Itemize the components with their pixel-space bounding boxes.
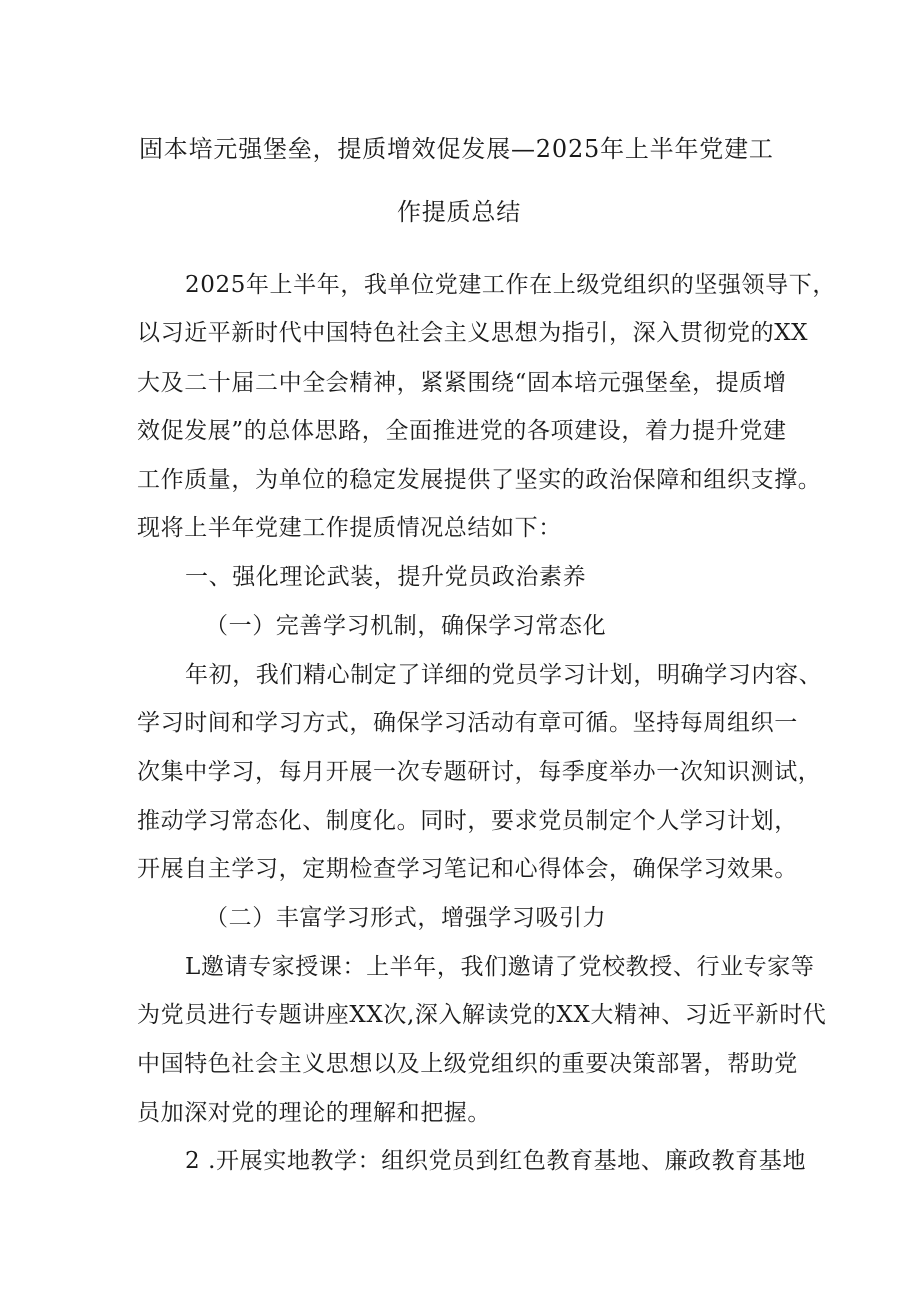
body-line: L邀请专家授课：上半年，我们邀请了党校教授、行业专家等 bbox=[185, 954, 815, 980]
body-line: 年初，我们精心制定了详细的党员学习计划，明确学习内容、 bbox=[185, 662, 823, 688]
subsection-heading: （二）丰富学习形式，增强学习吸引力 bbox=[205, 905, 607, 931]
body-line: 大及二十届二中全会精神，紧紧围绕“固本培元强堡垒，提质增 bbox=[137, 370, 787, 396]
body-line: 现将上半年党建工作提质情况总结如下： bbox=[137, 515, 562, 541]
body-line: 推动学习常态化、制度化。同时，要求党员制定个人学习计划， bbox=[137, 808, 798, 834]
section-heading: 一、强化理论武装，提升党员政治素养 bbox=[185, 564, 587, 590]
body-line: 次集中学习，每月开展一次专题研讨，每季度举办一次知识测试， bbox=[137, 759, 822, 785]
body-line: 中国特色社会主义思想以及上级党组织的重要决策部署，帮助党 bbox=[137, 1051, 798, 1077]
body-line: 2 .开展实地教学：组织党员到红色教育基地、廉政教育基地 bbox=[185, 1148, 807, 1174]
body-line: 工作质量，为单位的稳定发展提供了坚实的政治保障和组织支撑。 bbox=[137, 467, 822, 493]
body-line: 学习时间和学习方式，确保学习活动有章可循。坚持每周组织一 bbox=[137, 710, 798, 736]
body-line: 以习近平新时代中国特色社会主义思想为指引，深入贯彻党的XX bbox=[137, 320, 809, 346]
body-line: 开展自主学习，定期检查学习笔记和心得体会，确保学习效果。 bbox=[137, 856, 798, 882]
document-title-line-1: 固本培元强堡垒，提质增效促发展—2025年上半年党建工 bbox=[139, 135, 774, 163]
body-line: 效促发展”的总体思路，全面推进党的各项建设，着力提升党建 bbox=[137, 418, 787, 444]
subsection-heading: （一）完善学习机制，确保学习常态化 bbox=[205, 613, 607, 639]
document-title-line-2: 作提质总结 bbox=[397, 198, 521, 226]
body-line: 员加深对党的理论的理解和把握。 bbox=[137, 1100, 491, 1126]
body-line: 2025年上半年，我单位党建工作在上级党组织的坚强领导下， bbox=[185, 272, 836, 298]
body-line: 为党员进行专题讲座XX次,深入解读党的XX大精神、习近平新时代 bbox=[137, 1002, 827, 1028]
